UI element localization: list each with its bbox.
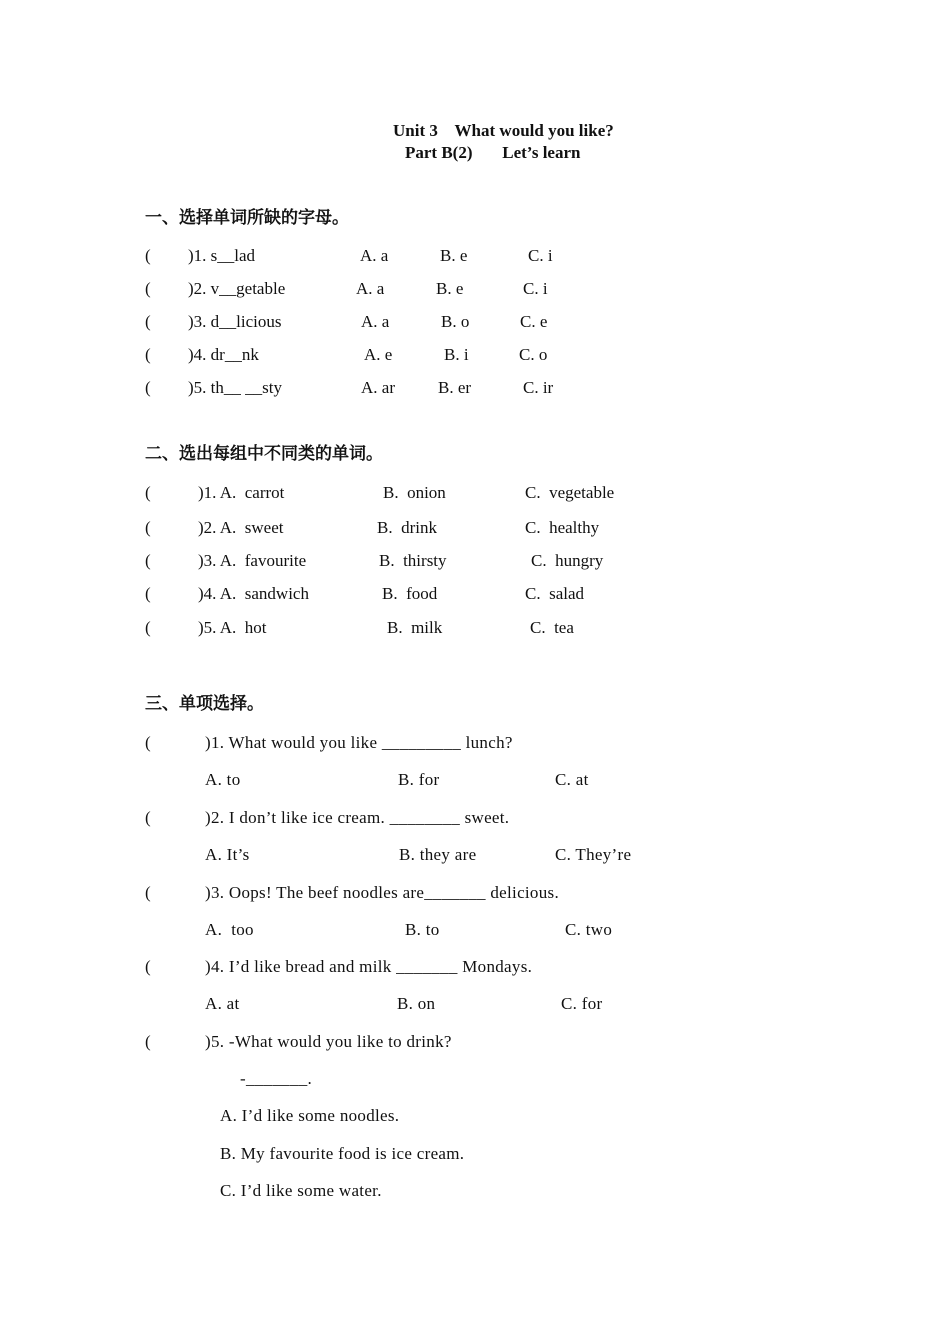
option-a: A. ar <box>361 378 395 397</box>
option-c: C. for <box>561 994 603 1013</box>
option-b: B. onion <box>383 483 446 502</box>
option-c: C. tea <box>530 618 574 637</box>
question-text: )4. A. sandwich <box>198 584 309 603</box>
option-a: A. e <box>364 345 393 364</box>
reply-blank: -_______. <box>240 1069 313 1088</box>
option-c: C. healthy <box>525 518 600 537</box>
answer-paren: ( <box>145 378 151 397</box>
option-a: A. too <box>205 920 254 939</box>
answer-paren: ( <box>145 957 151 976</box>
answer-paren: ( <box>145 1032 151 1051</box>
option-c: C. two <box>565 920 613 939</box>
answer-paren: ( <box>145 312 151 331</box>
option-b: B. o <box>441 312 470 331</box>
question-text: )1. s__lad <box>188 246 256 265</box>
question-text: )2. A. sweet <box>198 518 284 537</box>
answer-paren: ( <box>145 483 151 502</box>
option-a: A. to <box>205 770 241 789</box>
page-subtitle: Part B(2) Let’s learn <box>405 143 581 162</box>
option-a: A. It’s <box>205 845 250 864</box>
answer-paren: ( <box>145 883 151 902</box>
option-c: C. o <box>519 345 548 364</box>
option-a: A. I’d like some noodles. <box>220 1106 400 1125</box>
option-b: B. on <box>397 994 436 1013</box>
option-a: A. a <box>356 279 385 298</box>
answer-paren: ( <box>145 584 151 603</box>
option-b: B. drink <box>377 518 437 537</box>
option-a: A. a <box>360 246 389 265</box>
option-c: C. ir <box>523 378 554 397</box>
option-b: B. My favourite food is ice cream. <box>220 1144 465 1163</box>
option-c: C. hungry <box>531 551 604 570</box>
option-c: C. vegetable <box>525 483 615 502</box>
answer-paren: ( <box>145 551 151 570</box>
option-c: C. i <box>528 246 553 265</box>
answer-paren: ( <box>145 808 151 827</box>
question-text: )4. dr__nk <box>188 345 259 364</box>
answer-paren: ( <box>145 618 151 637</box>
section2-heading: 二、选出每组中不同类的单词。 <box>145 444 383 464</box>
option-c: C. at <box>555 770 589 789</box>
option-a: A. at <box>205 994 240 1013</box>
option-b: B. for <box>398 770 440 789</box>
option-b: B. food <box>382 584 438 603</box>
option-b: B. i <box>444 345 469 364</box>
question-text: )4. I’d like bread and milk _______ Mondays. <box>205 957 533 976</box>
option-c: C. I’d like some water. <box>220 1181 382 1200</box>
option-b: B. e <box>436 279 464 298</box>
question-text: )2. I don’t like ice cream. ________ sweet. <box>205 808 510 827</box>
option-b: B. they are <box>399 845 477 864</box>
question-text: )3. d__licious <box>188 312 282 331</box>
answer-paren: ( <box>145 733 151 752</box>
option-c: C. e <box>520 312 548 331</box>
answer-paren: ( <box>145 279 151 298</box>
answer-paren: ( <box>145 246 151 265</box>
option-c: C. i <box>523 279 548 298</box>
question-text: )5. -What would you like to drink? <box>205 1032 452 1051</box>
section1-heading: 一、选择单词所缺的字母。 <box>145 208 349 228</box>
question-text: )3. A. favourite <box>198 551 307 570</box>
question-text: )5. th__ __sty <box>188 378 282 397</box>
option-a: A. a <box>361 312 390 331</box>
option-b: B. milk <box>387 618 443 637</box>
answer-paren: ( <box>145 345 151 364</box>
question-text: )1. What would you like _________ lunch? <box>205 733 513 752</box>
option-b: B. e <box>440 246 468 265</box>
option-b: B. thirsty <box>379 551 447 570</box>
option-b: B. to <box>405 920 440 939</box>
question-text: )3. Oops! The beef noodles are_______ delicious. <box>205 883 560 902</box>
section3-heading: 三、单项选择。 <box>145 694 264 714</box>
option-c: C. salad <box>525 584 585 603</box>
answer-paren: ( <box>145 518 151 537</box>
question-text: )2. v__getable <box>188 279 286 298</box>
question-text: )1. A. carrot <box>198 483 285 502</box>
option-c: C. They’re <box>555 845 632 864</box>
question-text: )5. A. hot <box>198 618 267 637</box>
page-title: Unit 3 What would you like? <box>393 121 614 140</box>
option-b: B. er <box>438 378 472 397</box>
